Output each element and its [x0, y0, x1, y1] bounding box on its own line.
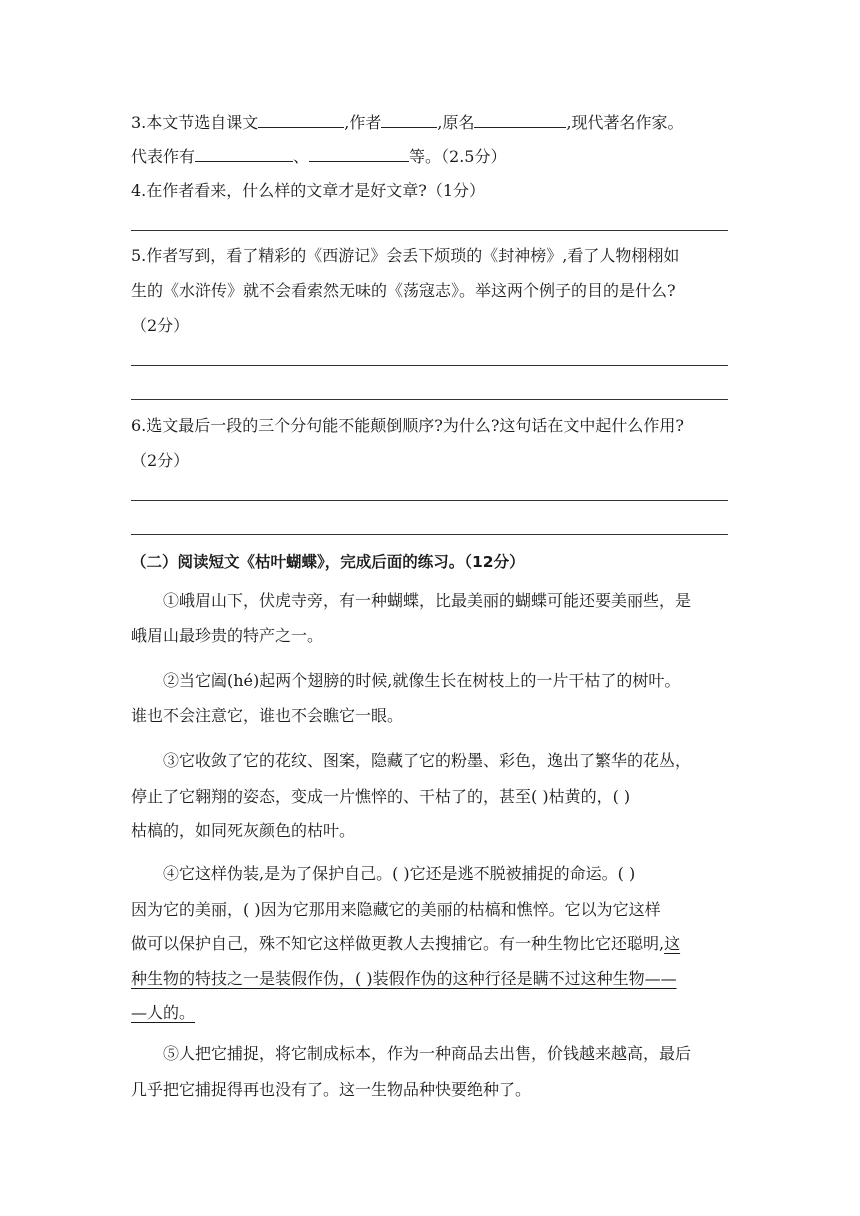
paragraph-2-line-2: 谁也不会注意它，谁也不会瞧它一眼。 [131, 706, 404, 725]
paragraph-1-line-1: ①峨眉山下，伏虎寺旁，有一种蝴蝶，比最美丽的蝴蝶可能还要美丽些，是 [163, 591, 692, 610]
question-6-line-2: （2分） [131, 451, 190, 470]
paragraph-3-line-2: 停止了它翱翔的姿态，变成一片憔悴的、干枯了的，甚至( )枯黄的，( ) [131, 787, 631, 806]
question-3-line-1 [131, 111, 684, 134]
paragraph-4-line-5-underlined: —人的。 [131, 1003, 196, 1022]
underlined-text: 这 [664, 934, 681, 953]
paragraph-4-line-3-text: 做可以保护自己，殊不知它这样做更教人去搜捕它。有一种生物比它还聪明, [131, 934, 665, 953]
paragraph-4-line-2: 因为它的美丽，( )因为它那用来隐藏它的美丽的枯槁和憔悴。它以为它这样 [131, 900, 661, 919]
blank-work-1[interactable] [195, 145, 293, 162]
answer-line-q6-1[interactable] [131, 500, 728, 501]
q3-text-g: 等。（2.5分） [409, 147, 507, 166]
paragraph-3-line-1: ③它收敛了它的花纹、图案，隐藏了它的粉墨、彩色，逸出了繁华的花丛， [163, 751, 692, 770]
blank-author[interactable] [381, 111, 437, 128]
blank-work-2[interactable] [309, 145, 409, 162]
answer-line-q5-1[interactable] [131, 365, 728, 366]
question-5-line-2: 生的《水浒传》就不会看索然无味的《荡寇志》。举这两个例子的目的是什么? [131, 281, 676, 300]
question-6-line-1: 6.选文最后一段的三个分句能不能颠倒顺序?为什么?这句话在文中起什么作用? [131, 416, 685, 435]
answer-line-q6-2[interactable] [131, 534, 728, 535]
q3-text-a: 3.本文节选自课文 [131, 113, 259, 132]
q3-text-f: 、 [293, 147, 310, 166]
q3-text-e: 代表作有 [131, 147, 196, 166]
answer-line-q5-2[interactable] [131, 399, 728, 400]
blank-lesson-title[interactable] [258, 111, 344, 128]
section-2-heading: （二）阅读短文《枯叶蝴蝶》，完成后面的练习。（12分） [131, 553, 525, 571]
question-5-line-1: 5.作者写到，看了精彩的《西游记》会丢下烦琐的《封神榜》,看了人物栩栩如 [131, 246, 680, 265]
paragraph-4-line-4-underlined: 种生物的特技之一是装假作伪，( )装假作伪的这种行径是瞒不过这种生物—— [131, 969, 677, 988]
paragraph-4-line-3 [131, 933, 680, 955]
blank-original-name[interactable] [474, 111, 566, 128]
q3-text-c: ,原名 [437, 113, 475, 132]
paragraph-5-line-2: 几乎把它捕捉得再也没有了。这一生物品种快要绝种了。 [131, 1080, 532, 1099]
q3-text-b: ,作者 [344, 113, 382, 132]
question-3-line-2 [131, 145, 506, 168]
question-5-line-3: （2分） [131, 316, 190, 335]
paragraph-5-line-1: ⑤人把它捕捉，将它制成标本，作为一种商品去出售，价钱越来越高，最后 [163, 1044, 692, 1063]
q3-text-d: ,现代著名作家。 [566, 113, 684, 132]
paragraph-1-line-2: 峨眉山最珍贵的特产之一。 [131, 626, 324, 645]
paragraph-4-line-1: ④它这样伪装,是为了保护自己。( )它还是逃不脱被捕捉的命运。( ) [163, 864, 636, 883]
answer-line-q4[interactable] [131, 230, 728, 231]
paragraph-3-line-3: 枯槁的，如同死灰颜色的枯叶。 [131, 821, 356, 840]
paragraph-2-line-1: ②当它阖(hé)起两个翅膀的时候,就像生长在树枝上的一片干枯了的树叶。 [163, 671, 681, 690]
question-4: 4.在作者看来，什么样的文章才是好文章?（1分） [131, 181, 486, 200]
